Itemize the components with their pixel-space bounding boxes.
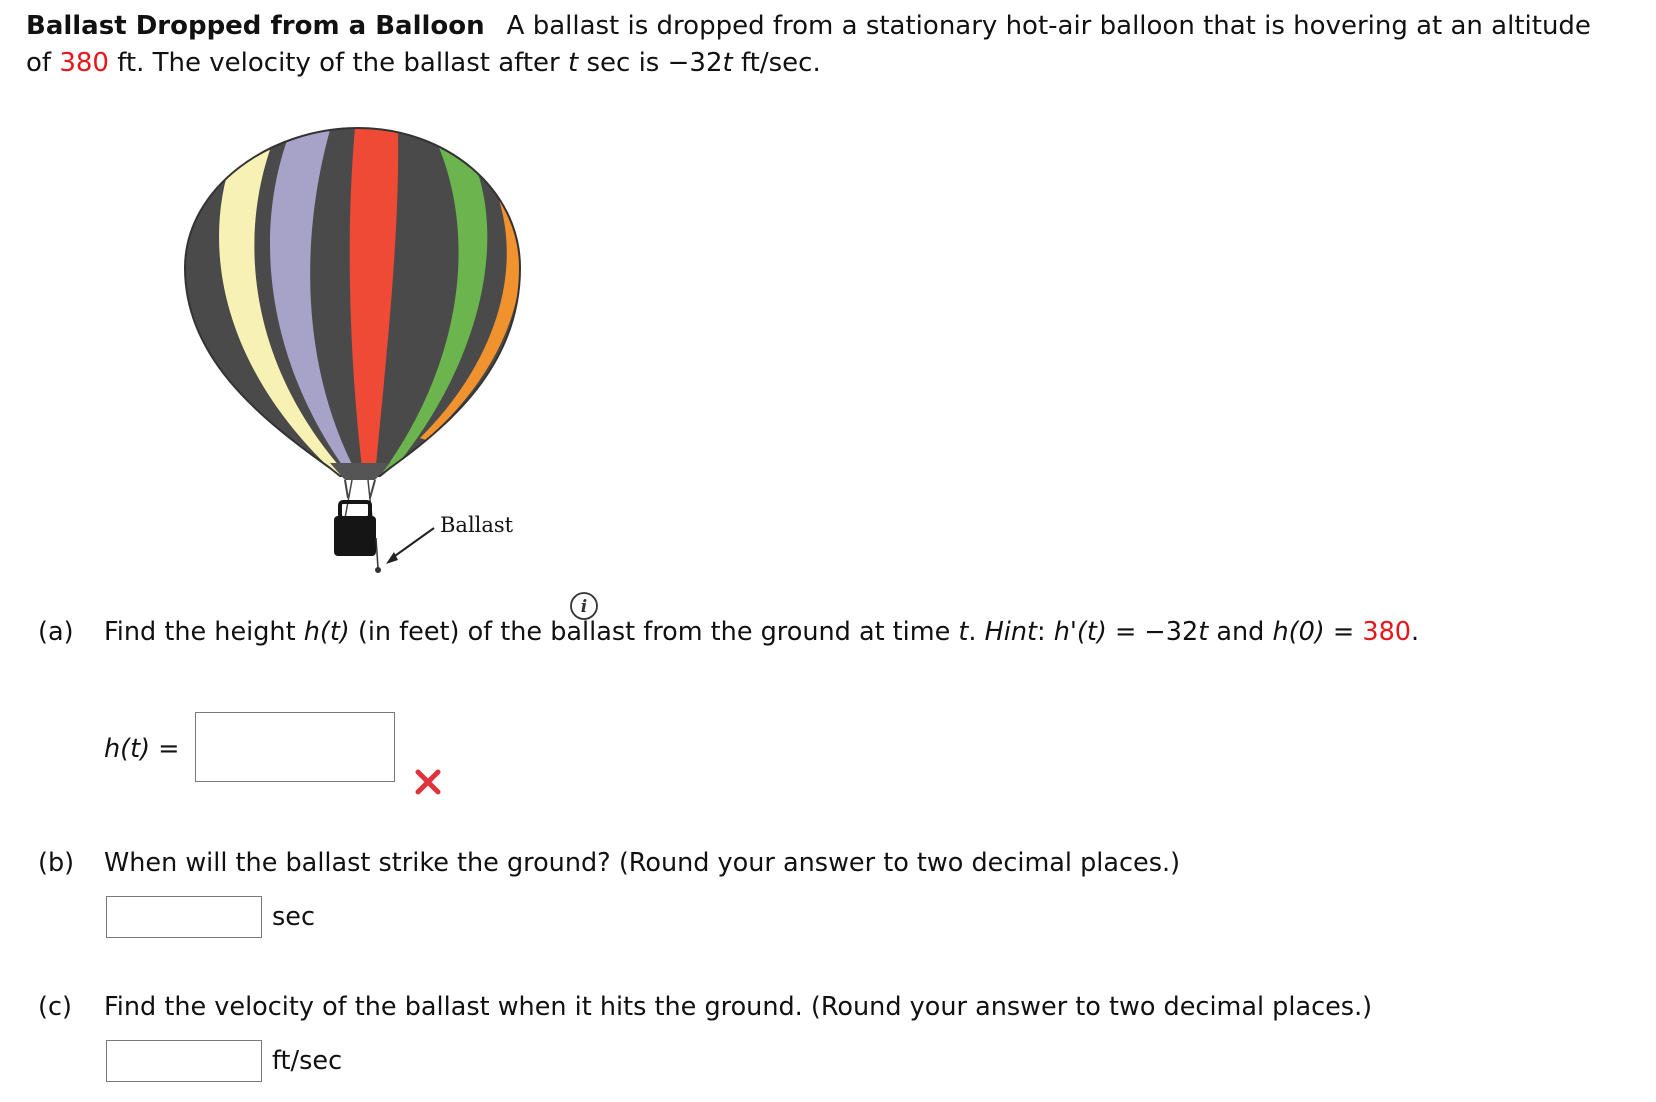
intro-var-t: t	[568, 48, 579, 78]
intro-of: of	[26, 48, 52, 78]
intro-var-t2: t	[722, 48, 733, 78]
hint-eq-2: =	[1332, 617, 1355, 647]
part-a-label: (a)	[38, 617, 74, 647]
hint-label: Hint	[984, 617, 1038, 647]
balloon-figure	[180, 118, 560, 638]
part-a-t: t	[958, 617, 969, 647]
hint-h0-value: 380	[1362, 617, 1412, 647]
problem-title: Ballast Dropped from a Balloon	[26, 11, 485, 41]
hint-h-prime: h'(t)	[1053, 617, 1107, 647]
altitude-value: 380	[59, 48, 109, 78]
part-a-prompt-2: (in feet) of the ballast from the ground at time	[357, 617, 951, 647]
part-c-label: (c)	[38, 992, 72, 1022]
hint-period: .	[1411, 617, 1420, 647]
ballast-callout: Ballast	[440, 513, 514, 537]
intro-line1: A ballast is dropped from a stationary hot-air balloon that is hovering at an altitude	[506, 11, 1591, 41]
part-a-prompt-1: Find the height	[104, 617, 296, 647]
answer-h-of-t: h(t)	[104, 734, 151, 764]
part-c-answer-input[interactable]	[106, 1040, 262, 1082]
part-a-answer-input[interactable]	[195, 712, 395, 782]
hint-h0: h(0)	[1272, 617, 1325, 647]
hint-t: t	[1198, 617, 1209, 647]
part-b-unit: sec	[272, 902, 315, 932]
part-a-answer-label	[104, 734, 180, 764]
intro-mid: ft. The velocity of the ballast after	[117, 48, 560, 78]
part-b-prompt: When will the ballast strike the ground? (Round your answer to two decimal places.)	[104, 848, 1181, 878]
intro-end: ft/sec.	[740, 48, 821, 78]
part-c-unit: ft/sec	[272, 1046, 343, 1076]
intro-post: sec is −32	[586, 48, 723, 78]
hint-eq-1: =	[1114, 617, 1137, 647]
part-a-prompt: Find the height h(t) (in feet) of the ballast from the ground at time t. Hint: h'(t) = −32t and h(0) = 380.	[104, 617, 1420, 647]
hint-colon: :	[1037, 617, 1046, 647]
x-mark-icon	[414, 768, 442, 796]
svg-text:i: i	[580, 597, 588, 617]
hint-and: and	[1216, 617, 1265, 647]
part-b-answer-input[interactable]	[106, 896, 262, 938]
part-b-label: (b)	[38, 848, 75, 878]
answer-eq: =	[158, 734, 180, 764]
hint-neg32: −32	[1144, 617, 1199, 647]
part-c-prompt: Find the velocity of the ballast when it hits the ground. (Round your answer to two decimal places.)	[104, 992, 1373, 1022]
part-a-h-of-t: h(t)	[303, 617, 350, 647]
problem-intro	[26, 8, 1651, 82]
hot-air-balloon-illustration	[180, 118, 560, 638]
